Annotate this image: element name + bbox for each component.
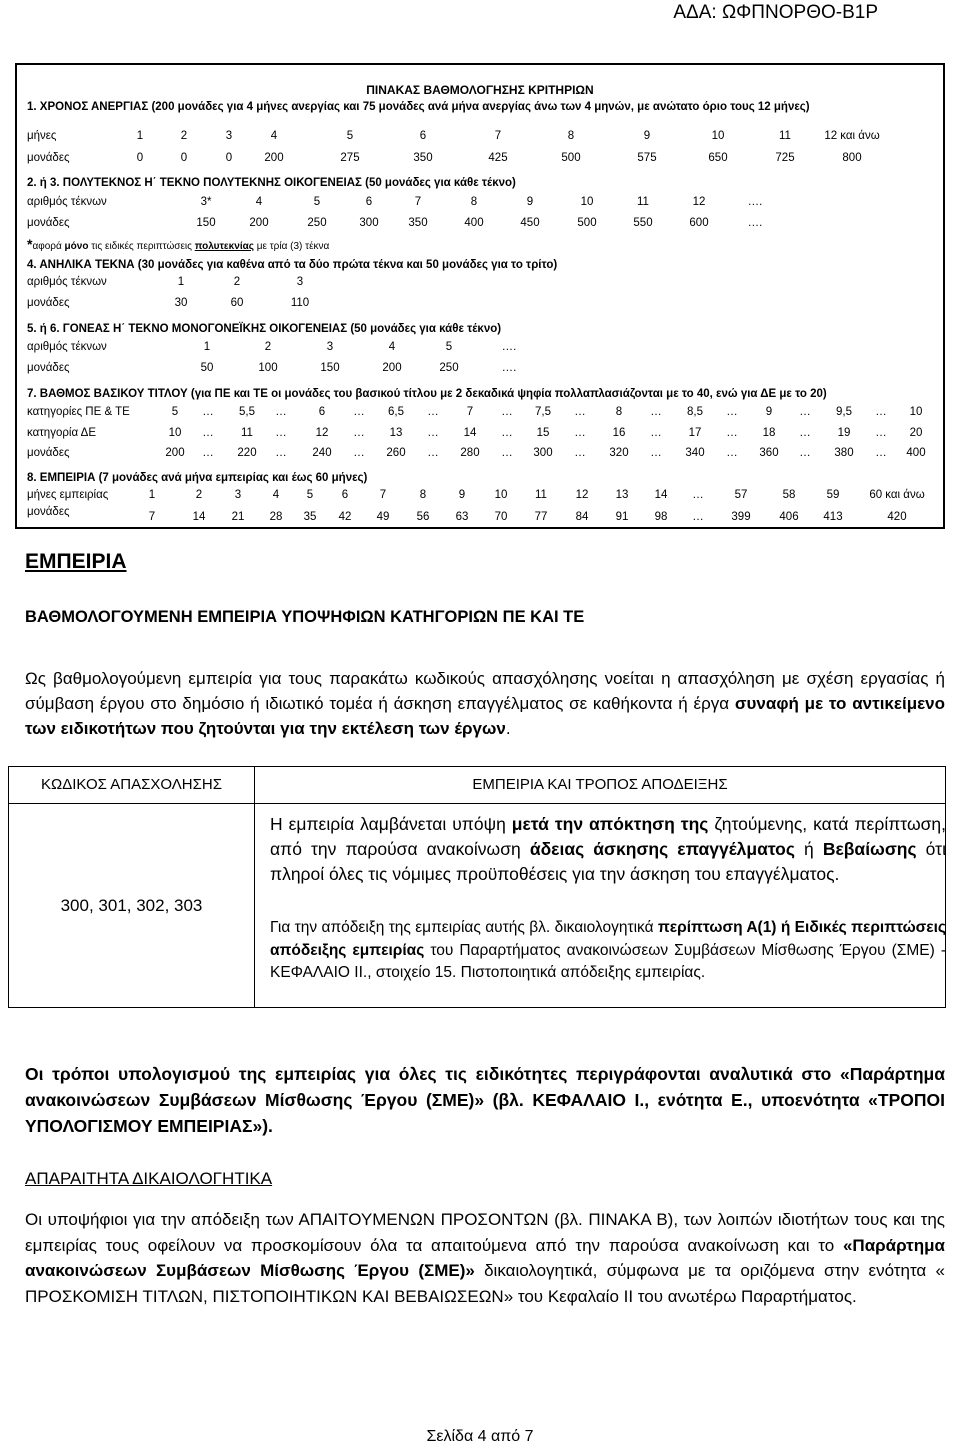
s7-points-value: … [726,447,738,459]
s1-months-value: 2 [180,130,188,142]
s1-points-value: 275 [340,152,360,164]
s7-points-value: 400 [906,447,926,459]
s7-pe-te-value: … [799,406,811,418]
p2-text2: του Παραρτήματος ανακοινώσεων Συμβάσεων Μίσθωσης Έργου (ΣΜΕ) - ΚΕΦΑΛΑΙΟ ΙΙ., στοιχείο 15. Πιστοποιητικά απόδειξης εμπειρίας. [270,941,946,981]
s7-de-value: … [726,427,738,439]
s7-pe-te-value: 9 [765,406,773,418]
s8-points-value: 84 [575,511,589,523]
p1-text: Η εμπειρία λαμβάνεται υπόψη [270,814,512,834]
s1-points-value: 500 [561,152,581,164]
s5-points-value: 50 [200,362,214,374]
s7-points-value: … [202,447,214,459]
col-header-experience: ΕΜΠΕΙΡΙΑ ΚΑΙ ΤΡΟΠΟΣ ΑΠΟΔΕΙΞΗΣ [472,776,728,793]
s1-months-value: 7 [494,130,502,142]
s7-de-value: 16 [612,427,626,439]
s8-months-value: 10 [494,489,508,501]
s7-de-value: 14 [463,427,477,439]
s5-points-value: 150 [320,362,340,374]
s8-points-value: 14 [192,511,206,523]
s7-de-value: … [427,427,439,439]
s7-pe-te-value: … [275,406,287,418]
s4-children-label: αριθμός τέκνων [27,276,107,288]
s1-months-value: 8 [567,130,575,142]
s7-de-value: 11 [241,427,253,439]
s2-children-value: 11 [637,196,649,208]
section-subtitle: ΒΑΘΜΟΛΟΓΟΥΜΕΝΗ ΕΜΠΕΙΡΙΑ ΥΠΟΨΗΦΙΩΝ ΚΑΤΗΓΟΡΙΩΝ ΠΕ ΚΑΙ ΤΕ [25,608,585,626]
col-header-code: ΚΩΔΙΚΟΣ ΑΠΑΣΧΟΛΗΣΗΣ [41,776,222,793]
s1-months-value: 11 [779,130,791,142]
intro-end: . [505,719,511,738]
s8-months-value: … [692,489,704,501]
section-title: ΕΜΠΕΙΡΙΑ [25,550,127,573]
s4-points-value: 60 [230,297,244,309]
s1-months-value: 6 [419,130,427,142]
s7-de-value: 17 [688,427,702,439]
s8-months-label: μήνες εμπειρίας [27,489,109,501]
s4-heading: 4. ΑΝΗΛΙΚΑ ΤΕΚΝΑ (30 μονάδες για καθένα από τα δύο πρώτα τέκνα και 50 μονάδες για το τρίτο) [27,259,558,271]
s7-heading: 7. ΒΑΘΜΟΣ ΒΑΣΙΚΟΥ ΤΙΤΛΟΥ (για ΠΕ και ΤΕ οι μονάδες του βασικού τίτλου με 2 δεκαδικά ψηφία πολλαπλασιάζονται με το 40, ενώ για ΔΕ με το 20) [27,388,827,400]
s2-children-value: 4 [255,196,263,208]
s8-points-value: 35 [303,511,317,523]
s8-points-value: 28 [269,511,283,523]
s8-heading: 8. ΕΜΠΕΙΡΙΑ (7 μονάδες ανά μήνα εμπειρίας και έως 60 μήνες) [27,472,368,484]
s8-points-value: 42 [338,511,352,523]
s7-points-value: … [875,447,887,459]
s8-points-value: 56 [416,511,430,523]
s7-pe-te-value: 10 [909,406,923,418]
s7-pe-te-value: 9,5 [836,406,852,418]
s7-points-value: … [574,447,586,459]
s8-months-value: 59 [826,489,840,501]
s2-children-value: 10 [580,196,594,208]
s7-de-value: … [650,427,662,439]
s8-points-value: 49 [376,511,390,523]
s1-months-value: 3 [225,130,233,142]
scoring-title: ΠΙΝΑΚΑΣ ΒΑΘΜΟΛΟΓΗΣΗΣ ΚΡΙΤΗΡΙΩΝ [366,83,594,97]
s8-months-value: 12 [575,489,589,501]
s8-months-value: 60 και άνω [869,489,925,501]
s2-points-value: …. [747,217,763,229]
s8-months-value: 7 [379,489,387,501]
experience-table [8,766,946,1008]
required-bold: «Παράρτημα ανακοινώσεων Συμβάσεων Μίσθωσης Έργου (ΣΜΕ)» [25,1235,945,1280]
s5-points-value: 100 [258,362,278,374]
s8-months-value: 4 [272,489,280,501]
s5-children-label: αριθμός τέκνων [27,341,107,353]
s8-months-value: 1 [148,489,156,501]
s5-children-value: 4 [388,341,396,353]
p1-text2: ζητούμενης, κατά περίπτωση, από την παρούσα ανακοίνωση [270,814,947,859]
s7-points-label: μονάδες [27,447,70,459]
page-footer: Σελίδα 4 από 7 [426,1428,534,1445]
s7-de-value: 18 [762,427,776,439]
proof-paragraph [270,917,946,985]
s7-de-value: … [275,427,287,439]
s8-months-value: 9 [458,489,466,501]
s7-points-value: … [501,447,513,459]
p2-text: Για την απόδειξη της εμπειρίας αυτής βλ. δικαιολογητικά [270,919,658,936]
s8-months-value: 14 [654,489,668,501]
required-text2: δικαιολογητικά, σύμφωνα με τα οριζόμενα στην ενότητα « ΠΡΟΣΚΟΜΙΣΗ ΤΙΤΛΩΝ, ΠΙΣΤΟΠΟΙΗΤΙΚΩΝ ΚΑΙ ΒΕΒΑΙΩΣΕΩΝ» του Κεφαλαίο ΙΙ του ανωτέρω Παραρτήματος. [25,1261,945,1306]
s8-months-value: 2 [195,489,203,501]
s8-points-value: 21 [231,511,245,523]
s1-points-value: 0 [225,152,233,164]
s8-points-value: 413 [823,511,843,523]
s1-points-value: 0 [180,152,188,164]
s4-points-value: 30 [174,297,188,309]
s5-points-value: 200 [382,362,402,374]
s5-children-value: 1 [203,341,211,353]
s7-points-value: … [275,447,287,459]
s7-de-value: … [875,427,887,439]
s1-points-value: 650 [708,152,728,164]
s2-points-value: 450 [520,217,540,229]
s7-pe-te-value: … [875,406,887,418]
s5-points-value: …. [501,362,517,374]
s7-pe-te-value: 5,5 [239,406,255,418]
s7-points-value: 360 [759,447,779,459]
s2-points-value: 550 [633,217,653,229]
s8-months-value: 57 [734,489,748,501]
employment-codes: 300, 301, 302, 303 [60,896,203,915]
s5-children-value: 3 [326,341,334,353]
p1-bold3: Βεβαίωσης [822,839,917,859]
s7-pe-te-label: κατηγορίες ΠΕ & ΤΕ [27,406,130,418]
s7-de-value: 13 [389,427,403,439]
s8-months-value: 58 [782,489,796,501]
s7-pe-te-value: 7,5 [535,406,551,418]
s2-children-value: 6 [365,196,373,208]
s7-de-label: κατηγορία ΔΕ [27,427,96,439]
s7-de-value: 20 [909,427,923,439]
s2-points-value: 250 [307,217,327,229]
s8-points-label: μονάδες [27,506,70,518]
s8-months-value: 5 [306,489,314,501]
s7-de-value: … [799,427,811,439]
p2-bold: περίπτωση Α(1) ή Ειδικές περιπτώσεις απόδειξης εμπειρίας [270,919,946,959]
s7-de-value: 12 [315,427,329,439]
s2-points-value: 200 [249,217,269,229]
s7-de-value: 15 [536,427,550,439]
s8-points-value: 7 [148,511,156,523]
s2-points-label: μονάδες [27,217,70,229]
s4-children-value: 1 [177,276,185,288]
s7-points-value: … [353,447,365,459]
s1-months-value: 1 [136,130,144,142]
experience-paragraph [270,812,946,887]
s8-points-value: 63 [455,511,469,523]
s7-pe-te-value: 5 [171,406,179,418]
intro-paragraph [25,666,945,741]
s1-months-value: 5 [346,130,354,142]
s7-pe-te-value: … [726,406,738,418]
s7-points-value: 200 [165,447,185,459]
s8-points-value: 77 [534,511,548,523]
s1-points-value: 800 [842,152,862,164]
s7-pe-te-value: 8,5 [687,406,703,418]
s2-points-value: 500 [577,217,597,229]
s2-points-value: 150 [196,217,216,229]
scoring-table [15,63,945,529]
s7-points-value: 240 [312,447,332,459]
s7-points-value: 320 [609,447,629,459]
s8-months-value: 3 [234,489,242,501]
s8-months-value: 6 [341,489,349,501]
s8-points-value: 420 [887,511,907,523]
s7-points-value: … [427,447,439,459]
s7-pe-te-value: … [427,406,439,418]
s8-points-value: 399 [731,511,751,523]
s2-heading: 2. ή 3. ΠΟΛΥΤΕΚΝΟΣ Η΄ ΤΕΚΝΟ ΠΟΛΥΤΕΚΝΗΣ ΟΙΚΟΓΕΝΕΙΑΣ (50 μονάδες για κάθε τέκνο) [27,177,516,189]
s7-points-value: 380 [834,447,854,459]
p1-bold2: άδειας άσκησης επαγγέλματος [529,839,795,859]
s8-months-value: 13 [615,489,629,501]
s2-children-label: αριθμός τέκνων [27,196,107,208]
s2-children-value: 3* [200,196,212,208]
s4-children-value: 3 [296,276,304,288]
p1-text3: ή [794,839,823,859]
s2-children-value: 7 [414,196,422,208]
s1-points-label: μονάδες [27,152,70,164]
s1-points-value: 200 [264,152,284,164]
s8-points-value: 406 [779,511,799,523]
intro-text: Ως βαθμολογούμενη εμπειρία για τους παρακάτω κωδικούς απασχόλησης νοείται η απασχόληση με σχέση εργασίας ή σύμβαση έργου στο δημόσιο ή ιδιωτικό τομέα ή άσκηση επαγγέλματος σε καθήκοντα ή έργα [25,669,945,713]
s5-children-value: 5 [445,341,453,353]
required-docs-paragraph [25,1207,945,1309]
s1-months-value: 4 [270,130,278,142]
s4-points-label: μονάδες [27,297,70,309]
s7-pe-te-value: 7 [466,406,474,418]
s7-pe-te-value: … [353,406,365,418]
s4-children-value: 2 [233,276,241,288]
s2-points-value: 350 [408,217,428,229]
s7-pe-te-value: 6 [318,406,326,418]
s5-children-value: …. [501,341,517,353]
s7-pe-te-value: … [574,406,586,418]
s7-points-value: 280 [460,447,480,459]
s1-points-value: 0 [136,152,144,164]
s7-points-value: 260 [386,447,406,459]
s5-children-value: 2 [264,341,272,353]
s8-points-value: 70 [494,511,508,523]
s1-months-value: 10 [711,130,725,142]
s7-points-value: … [799,447,811,459]
s1-points-value: 425 [488,152,508,164]
s7-pe-te-value: 6,5 [388,406,404,418]
s1-points-value: 350 [413,152,433,164]
s7-de-value: 19 [837,427,851,439]
s7-de-value: 10 [168,427,182,439]
s8-points-value: 98 [654,511,668,523]
s2-points-value: 600 [689,217,709,229]
p1-bold: μετά την απόκτηση της [511,814,709,834]
s1-heading: 1. ΧΡΟΝΟΣ ΑΝΕΡΓΙΑΣ (200 μονάδες για 4 μήνες ανεργίας και 75 μονάδες ανά μήνα ανεργίας άνω των 4 μηνών, με ανώτατο όριο τους 12 μήνες) [27,101,810,113]
s8-points-value: … [692,511,704,523]
s2-children-value: …. [747,196,763,208]
required-text: Οι υποψήφιοι για την απόδειξη των ΑΠΑΙΤΟΥΜΕΝΩΝ ΠΡΟΣΟΝΤΩΝ (βλ. ΠΙΝΑΚΑ Β), των λοιπών ιδιοτήτων τους και της εμπειρίας τους οφείλουν να προσκομίσουν όλα τα απαιτούμενα από την παρούσα ανακοίνωση και το [25,1210,945,1255]
s5-points-value: 250 [439,362,459,374]
s4-points-value: 110 [290,297,310,309]
s2-points-value: 400 [464,217,484,229]
s7-de-value: … [202,427,214,439]
s7-pe-te-value: … [202,406,214,418]
s1-months-value: 9 [643,130,651,142]
calculation-note: Οι τρόποι υπολογισμού της εμπειρίας για όλες τις ειδικότητες περιγράφονται αναλυτικά στο «Παράρτημα ανακοινώσεων Συμβάσεων Μίσθωσης Έργου (ΣΜΕ)» (βλ. ΚΕΦΑΛΑΙΟ Ι., ενότητα Ε., υποενότητα «ΤΡΟΠΟΙ ΥΠΟΛΟΓΙΣΜΟΥ ΕΜΠΕΙΡΙΑΣ»). [25,1064,945,1136]
s1-months-value: 12 και άνω [824,130,880,142]
s1-points-value: 575 [637,152,657,164]
s2-children-value: 9 [526,196,534,208]
required-docs-title: ΑΠΑΡΑΙΤΗΤΑ ΔΙΚΑΙΟΛΟΓΗΤΙΚΑ [25,1169,273,1188]
s7-points-value: 340 [685,447,705,459]
s7-de-value: … [353,427,365,439]
intro-bold: συναφή με το αντικείμενο των ειδικοτήτων που ζητούνται για την εκτέλεση των έργων [25,694,945,738]
s1-months-label: μήνες [27,130,57,142]
s2-children-value: 8 [470,196,478,208]
s7-points-value: 220 [237,447,257,459]
ada-code: ΑΔΑ: ΩΦΠΝΟΡΘΟ-Β1Ρ [673,2,878,23]
s8-points-value: 91 [615,511,629,523]
s2-children-value: 5 [313,196,321,208]
s2-note: *αφορά μόνο τις ειδικές περιπτώσεις πολυτεκνίας με τρία (3) τέκνα [27,236,330,252]
s7-de-value: … [501,427,513,439]
s8-months-value: 8 [419,489,427,501]
s2-points-value: 300 [359,217,379,229]
s7-pe-te-value: 8 [615,406,623,418]
s7-pe-te-value: … [650,406,662,418]
s7-points-value: … [650,447,662,459]
s5-points-label: μονάδες [27,362,70,374]
s1-points-value: 725 [775,152,795,164]
s7-pe-te-value: … [501,406,513,418]
s2-children-value: 12 [692,196,706,208]
p1-text4: ότι πληροί όλες τις νόμιμες προϋποθέσεις για την άσκηση του επαγγέλματος. [270,839,946,884]
s8-months-value: 11 [535,489,547,501]
s7-de-value: … [574,427,586,439]
s5-heading: 5. ή 6. ΓΟΝΕΑΣ Η΄ ΤΕΚΝΟ ΜΟΝΟΓΟΝΕΪΚΗΣ ΟΙΚΟΓΕΝΕΙΑΣ (50 μονάδες για κάθε τέκνο) [27,323,502,335]
s7-points-value: 300 [533,447,553,459]
